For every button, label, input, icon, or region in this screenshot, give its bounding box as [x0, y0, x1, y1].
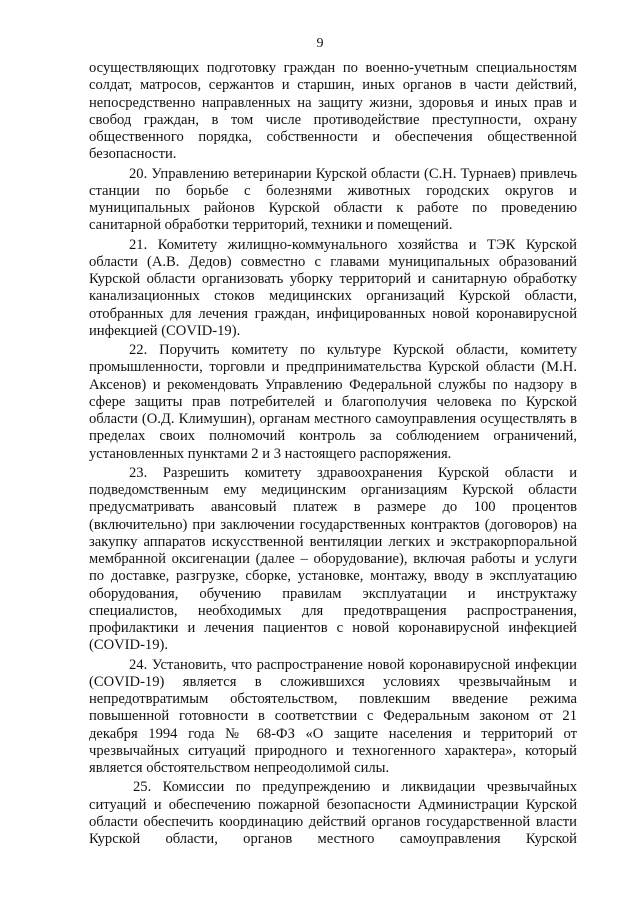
- paragraph-24: 24. Установить, что распространение новой коронавирусной инфекции (COVID-19) является в сложившихся условиях чрезвычайным и непредотвратимым обстоятельством, повлекшим введение режима повышенной готовности в соответствии с Федеральным законом от 21 декабря 1994 года № 68-ФЗ «О защите населения и территорий от чрезвычайных ситуаций природного и техногенного характера», который является обстоятельством непреодолимой силы.: [89, 656, 577, 776]
- paragraph-23: 23. Разрешить комитету здравоохранения Курской области и подведомственным ему медицинским организациям Курской области предусматривать авансовый платеж в размере до 100 процентов (включительно) при заключении государственных контрактов (договоров) на закупку аппаратов искусственной вентиляции легких и экстракорпоральной мембранной оксигенации (далее – оборудование), включая работы и услуги по доставке, разгрузке, сборке, установке, монтажу, вводу в эксплуатацию оборудования, обучению правилам эксплуатации и инструктажу специалистов, необходимых для предотвращения распространения, профилактики и лечения пациентов с новой коронавирусной инфекцией (COVID-19).: [89, 464, 577, 654]
- document-body: [89, 60, 577, 848]
- paragraph-21: 21. Комитету жилищно-коммунального хозяйства и ТЭК Курской области (А.В. Дедов) совместно с главами муниципальных образований Курской области организовать уборку территорий и санитарную обработку канализационных стоков медицинских организаций Курской области, отобранных для лечения граждан, инфицированных новой коронавирусной инфекцией (COVID-19).: [89, 236, 577, 339]
- paragraph-25: 25. Комиссии по предупреждению и ликвидации чрезвычайных ситуаций и обеспечению пожарной безопасности Администрации Курской области обеспечить координацию действий органов государственной власти Курской области, органов местного самоуправления Курской: [89, 779, 577, 847]
- page-number: 9: [316, 36, 324, 51]
- paragraph-22: 22. Поручить комитету по культуре Курской области, комитету промышленности, торговли и предпринимательства Курской области (М.Н. Аксенов) и рекомендовать Управлению Федеральной службы по надзору в сфере защиты прав потребителей и благополучия человека по Курской области (О.Д. Климушин), органам местного самоуправления осуществлять в пределах своих полномочий контроль за соблюдением ограничений, установленных пунктами 2 и 3 настоящего распоряжения.: [89, 342, 577, 462]
- paragraph-20: 20. Управлению ветеринарии Курской области (С.Н. Турнаев) привлечь станции по борьбе с болезнями животных городских округов и муниципальных районов Курской области к работе по проведению санитарной обработки территорий, техники и помещений.: [89, 165, 577, 234]
- paragraph-continued: осуществляющих подготовку граждан по военно-учетным специальностям солдат, матросов, сержантов и старшин, иных органов в части действий, непосредственно направленных на защиту жизни, здоровья и иных прав и свобод граждан, в том числе противодействие преступности, охрану общественного порядка, собственности и обеспечения общественной безопасности.: [89, 60, 577, 163]
